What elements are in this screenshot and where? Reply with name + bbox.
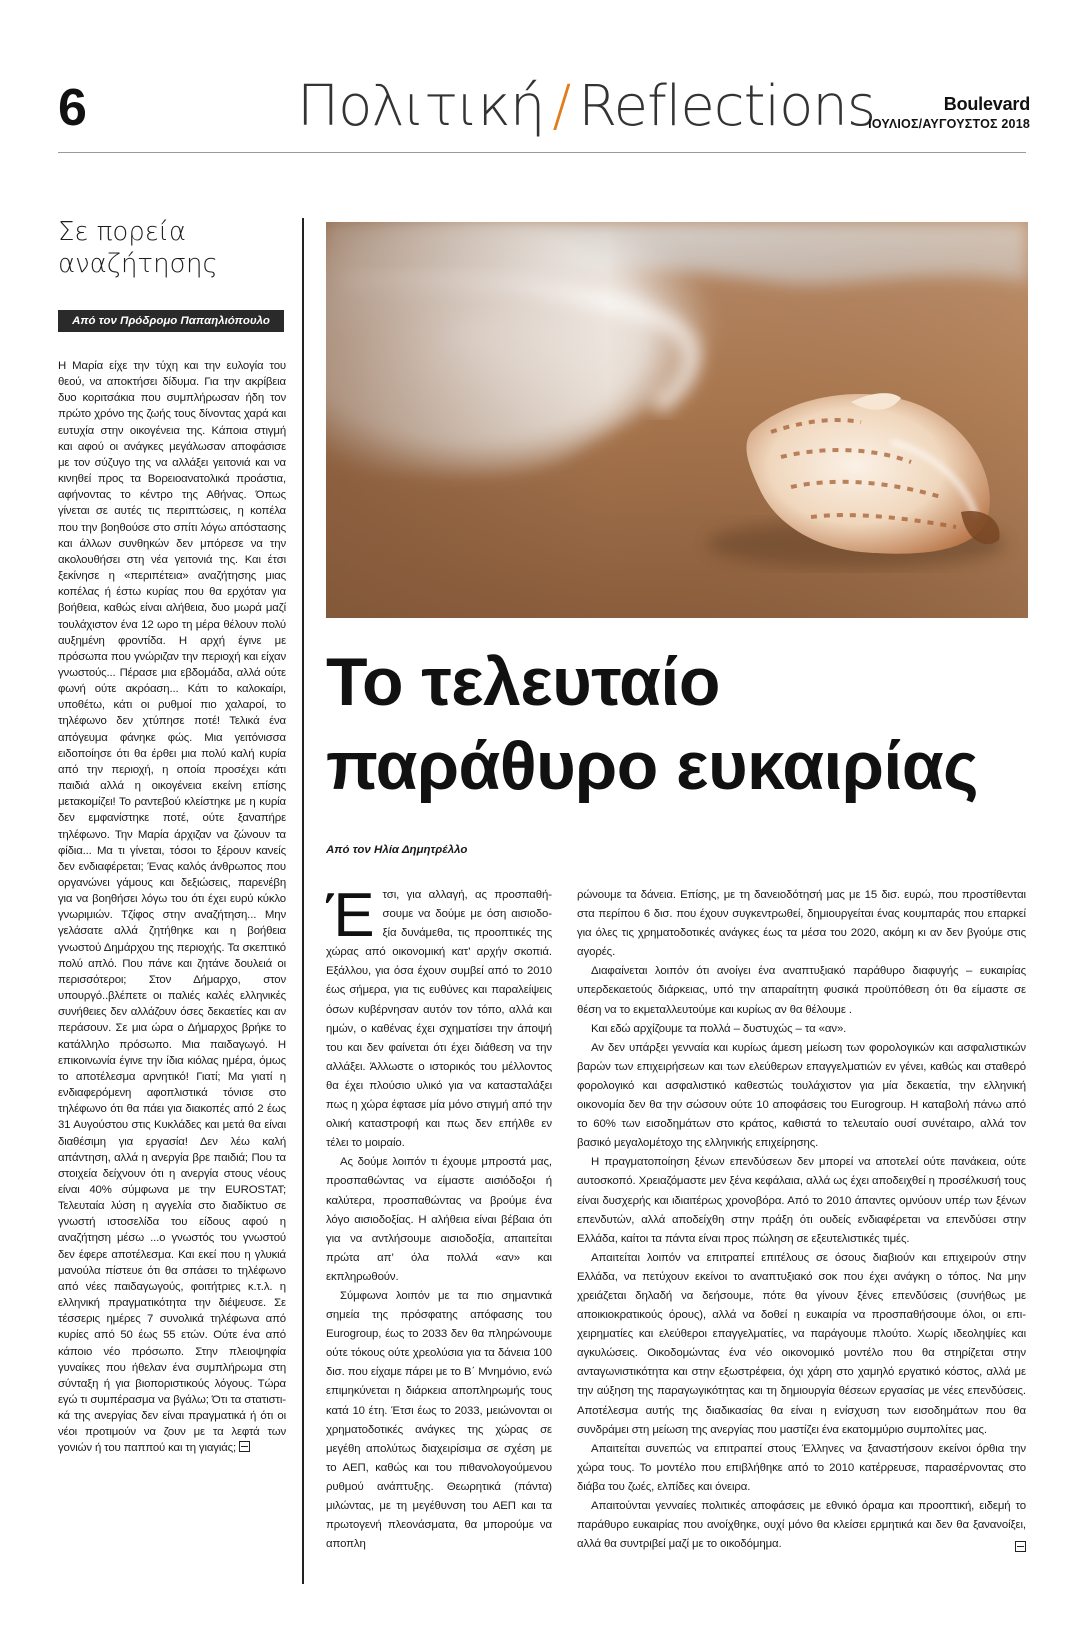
section-title-greek: Πολιτική bbox=[297, 74, 545, 139]
sidebar-byline: Από τον Πρόδρομο Παπαηλιόπουλο bbox=[58, 310, 284, 332]
drop-cap: Έ bbox=[326, 886, 375, 950]
publication-name: Boulevard bbox=[943, 94, 1030, 114]
article-byline: Από τον Ηλία Δημητρέλλο bbox=[326, 844, 468, 856]
article-headline bbox=[326, 640, 1026, 808]
article-paragraph: Η πραγματοποίηση ξένων επενδύσεων δεν μπορεί να αποτελεί ούτε πανάκεια, ούτε αυτοσκοπό. Χρειαζόμαστε μεν ξένα κεφάλαια, αλλά ως έχει αποδειχθεί η προσέλκυσή τους είναι δυσχερής και ιδιαιτέρως χρονοβόρα. Από το 2010 άπαντες ομνύουν υπέρ των ξένων επενδυτών, αλλά αποδείχθη στην πράξη ότι ουδείς ενδιαφέρεται να επενδύσει στην Ελλάδα, καίτοι τα πάντα είναι προς πώληση σε εξευτελιστικές τιμές. bbox=[577, 1156, 1026, 1245]
sidebar-article-text: Η Μαρία είχε την τύχη και την ευλογία του θεού, να αποκτήσει δίδυμα. Για την ακρίβεια δυο κοριτσάκια που συμπλήρωσαν ήδη τον πρώτο χρόνο της ζωής τους δίνοντας χαρά και ευτυχία στην οικογένεια της. Κάποια στιγμή και αφού οι ανάγκες μεγάλωσαν αποφάσισε με τον σύζυγο της να αλλάξει γειτονιά και να κινηθεί προς τα Βορειοανατολικά προάστια, αφήνοντας το κέντρο της Αθήνας. Όπως γίνεται σε αυτές τις περιπτώσεις, η κοπέλα που την βοηθούσε στο σπίτι λόγω απόστασης και άλλων συνθηκών δεν μπόρεσε να την ακολουθήσει στη νέα γειτονιά της. Και έτσι ξεκίνησε η «περιπέτεια» αναζήτησης μιας κοπέλας ή έστω κυρίας που θα ερχόταν για βοήθεια, καθώς είναι αλήθεια, δυο μωρά μαζί τουλάχιστον ένα 12 ωρο τη μέρα θέλουν πολύ αυξημένη φροντίδα. Η αρχή έγινε με πρόσωπα που γνώριζαν την περιοχή και είχαν γνωστούς... Πέρασε μια εβδομάδα, αλλά ούτε φωνή ούτε ακρόαση... Κάτι το καλοκαίρι, υποθέτω, κάτι οι ρυθμοί πιο χαλαροί, το τηλέφωνο δεν χτύπησε ποτέ! Τελικά ένα απόγευμα φάνηκε φώς. Μια γειτόνισσα ειδοποίησε ότι θα έρθει μια πολύ καλή κυρία από την περιοχή, η οποία προσέχει κάτι παιδιά αλλά η οικογένεια εκείνη επίσης μετακομίζει! Το ραντεβού κλείστηκε με η κυρία δεν εμφανίστηκε ποτέ, ούτε ξαναπήρε τηλέφωνο. Την Μαρία άρχιζαν να ζώνουν τα φίδια... Μα τι γίνεται, τόσοι το ξέρουν κανείς δεν ενδιαφέρεται; Ένας καλός άνθρωπος που οργανώνει γάμους και δεξιώσεις, παρενέβη για να βοηθήσει λόγω του ότι έχει ευρύ κύκλο γνωριμιών. Τζίφος στην αναζήτηση... Μην γελάσατε αλλά ζητήθηκε και η βοήθεια γνωστού Δημάρχου της περιοχής. Τα σκεπτικό πολύ απλό. Που πάνε και ζητάνε δουλειά οι περισσότεροι; Στον Δήμαρχο, στον υπουργό..βλέπετε οι παλιές καλές ελληνικές συνήθειες δεν αλλάζουν όσες δεκαετίες και αν περάσουν. Σε μια ώρα ο Δήμαρχος βρήκε το κατάλληλο πρόσωπο. Μια παιδαγωγό. Η επικοινωνία έγινε την ίδια κιόλας ημέρα, όμως το αποτέλεσμα αρνητικό! Γιατί; Μα γιατί η ενδιαφερόμενη αφοπλιστικά τόνισε στο τηλέφωνο ότι θα πάει για διακοπές από 2 έως 31 Αυγούστου στις Κυκλάδες και μετά θα είναι διαθέσιμη για εργασία! Δεν λέω καλή απάντηση, αλλά η ανεργία βρε παιδιά; Που τα στοιχεία δείχνουν ότι η ανεργία στους νέους είναι 40% σύμφωνα με την EUROSTAT; Τελευταία λύση η αγγελία στο διαδίκτυο σε γνωστή ιστοσελίδα του είδους αφού η αναζήτηση μέσω ...ο γνωστός του γνωστού δεν έφερε αποτέλεσμα. Και εκεί που η γλυκιά μανούλα πίστευε ότι θα σπάσει το τηλέφωνο από νέες παιδαγωγούς, φοιτήτριες κ.τ.λ. η ελληνική πραγματικότητα την διέψευσε. Σε τέσσερις ημέρες 7 συνολικά τηλέφωνα από κυρίες από 50 έως 55 ετών. Ούτε ένα από κάποιο νέο πρόσωπο. Στην πλειοψηφία γυναίκες που ήθελαν ένα συμπλήρωμα στη σύνταξη ή για βιοποριστικούς λόγους. Τώρα εγώ τι συμπέρασμα να βγάλω; Ότι τα στατιστικά της ανεργίας δεν είναι πραγματικά ή ότι οι νέοι προτιμούν να ζουν με τα λεφτά των γονιών ή του παππού και τη γιαγιάς; bbox=[58, 360, 286, 1455]
article-paragraph bbox=[577, 1497, 1026, 1554]
sidebar-title: Σε πορεία αναζήτησης bbox=[58, 217, 218, 279]
hero-photo-seashell-on-beach bbox=[326, 222, 1028, 618]
end-of-article-icon bbox=[1015, 1541, 1026, 1552]
article-paragraph bbox=[326, 886, 552, 1153]
article-paragraph: Απαιτείται συνεπώς να επιτραπεί στους Έλληνες να ξαναστήσουν εκείνοι όρθια την χώρα τους. Το μοντέλο που επιβλήθηκε από το 2010 κατέρρευσε, παρασέρνοντας στο διάβα του ζωές, ελπίδες και όνειρα. bbox=[577, 1442, 1026, 1493]
article-paragraph: Διαφαίνεται λοιπόν ότι ανοίγει ένα αναπτυξιακό παράθυρο διαφυγής – ευκαιρίας υπερδεκαετούς διάρκειας, υπό την απαραίτητη φυσικά προϋπόθεση ότι θα είμαστε σε θέση να το εκμεταλλευτούμε και κυρίως αν θα θέλουμε . bbox=[577, 965, 1026, 1016]
article-paragraph: ρώνουμε τα δάνεια. Επίσης, με τη δανειοδότησή μας με 15 δισ. ευρώ, που προστίθενται στα περίπου 6 δισ. που έχουν συγκεντρωθεί, δημιουργείται ένας κουμπαράς που επαρκεί για όλες τις χρηματοδοτικές ανάγκες έως τα μέσα του 2020, ακόμη κι αν δεν βγούμε στις αγορές. bbox=[577, 889, 1026, 959]
article-paragraph-text: τσι, για αλλαγή, ας προσπαθήσουμε να δούμε με όση αισιοδοξία δυνάμεθα, τις προοπτικές της χώρας από οικονομική κατ’ αρχήν σκοπιά. Εξάλλου, για όσα έχουν συμβεί από το 2010 έως σήμερα, για τις ευθύνες και παραλείψεις όσων κυβέρνησαν αυτόν τον τόπο, αλλά και ημών, ο καθένας έχει σχηματίσει την άποψή του και δεν φαίνεται ότι έχει διάθεση να την αλλάξει. Άλλωστε ο ιστορικός του μέλλοντος θα έχει πλούσιο υλικό για να κατασταλάξει πως η χώρα έφτασε μία μόνο στιγμή από την ολική καταστροφή και πως δεν επήλθε εν τέλει το μοιραίο. bbox=[326, 889, 552, 1150]
article-paragraph: Απαιτείται λοιπόν να επιτραπεί επιτέλους σε όσους διαβιούν και επιχειρούν στην Ελλάδα, να πετύχουν εκείνοι το αναπτυξιακό σοκ που έχει ανάγκη ο τόπος. Να μην χρειάζεται δηλαδή να δεήσουμε, πότε θα γίνουν ξένες επενδύσεις (συνήθως με αποικιοκρατικούς όρους), αλλά να δοθεί η ευκαιρία να προσπαθήσουμε όλοι, οι επιχειρηματίες και ελεύθεροι επαγγελματίες, να παράγουμε πλούτο. Χωρίς ιδεοληψίες και αγκυλώσεις. Οικοδομώντας ένα νέο οικονομικό μοντέλο που θα στηρίζεται στην ανταγωνιστικότητα και στην εξωστρέφεια, όχι χάρη στο χαμηλό εργατικό κόστος, αλλά με την αύξηση της παραγωγικότητας και τη δημιουργία θέσεων εργασίας με νέες επενδύσεις. Αποτέλεσμα αυτής της διαδικασίας θα είναι η ενίσχυση των εισοδημάτων που θα συνδράμει στη μείωση της ανεργίας που μαστίζει ένα εκατομμύριο συμπολίτες μας. bbox=[577, 1251, 1026, 1436]
section-title-separator: / bbox=[552, 74, 571, 139]
article-paragraph: Αν δεν υπάρξει γενναία και κυρίως άμεση μείωση των φορολογικών και ασφαλιστικών βαρών των επιχειρήσεων και των ελεύθερων επαγγελματιών εν γένει, καθώς και σταθερό φορολογικό και ασφαλιστικό καθεστώς τουλάχιστον για μία δεκαετία, την ελληνική οικονομία δεν θα την σώσουν ούτε 10 αποφάσεις του Eurogroup. Η καταβολή πάνω από το 60% των εισοδημάτων στο κράτος, καθιστά το τελευταίο ουσί συνέταιρο, αλλά τον βασικό μεγαλομέτοχο της ελληνικής επιχείρησης. bbox=[577, 1041, 1026, 1150]
header-divider bbox=[58, 152, 1026, 153]
article-paragraph-text: Απαιτούνται γενναίες πολιτικές αποφάσεις με εθνικό όραμα και προοπτική, ειδεμή το παράθυρο ευκαιρίας που ανοίχθηκε, ουχί μόνο θα κλείσει ερμητικά και δεν θα ξανανοίξει, αλλά θα συντριβεί μαζί με το οικοδόμημα. bbox=[577, 1500, 1026, 1551]
article-column-1 bbox=[326, 886, 552, 1586]
section-title-english: Reflections bbox=[578, 74, 876, 139]
section-title bbox=[297, 72, 875, 142]
headline-line-1: Το τελευταίο bbox=[326, 644, 720, 720]
page-number: 6 bbox=[58, 79, 87, 137]
article-paragraph: Σύμφωνα λοιπόν με τα πιο σημαντικά σημεία της πρόσφατης απόφασης του Eurogroup, έως το 2033 δεν θα πληρώνουμε ούτε τόκους ούτε χρεολύσια για τα δάνεια 100 δισ. που είχαμε πάρει με το Β΄ Μνημόνιο, ενώ επιμηκύνεται η διάρκεια αποπληρωμής τους κατά 10 έτη. Έτσι έως το 2033, μειώνονται οι χρηματοδοτικές ανάγκες της χώρας σε μεγέθη απολύτως διαχειρίσιμα σε σχέση με το ΑΕΠ, καθώς και του πιθανολογούμενου ρυθμού ανάπτυξης. Θεωρητικά (πάντα) μιλώντας, με τη μεγέθυνση του ΑΕΠ και τα πρωτογενή πλεονάσματα, θα μπορούμε να αποπλη bbox=[326, 1289, 552, 1551]
article-paragraph: Και εδώ αρχίζουμε τα πολλά – δυστυχώς – τα «αν». bbox=[591, 1022, 847, 1035]
issue-date: ΙΟΥΛΙΟΣ/ΑΥΓΟΥΣΤΟΣ 2018 bbox=[868, 117, 1030, 131]
end-of-article-icon bbox=[239, 1441, 250, 1452]
sidebar-article-body bbox=[58, 358, 286, 1584]
column-divider bbox=[302, 218, 304, 1584]
article-column-2 bbox=[577, 886, 1026, 1586]
headline-line-2: παράθυρο ευκαιρίας bbox=[326, 728, 979, 804]
article-paragraph: Ας δούμε λοιπόν τι έχουμε μπροστά μας, προσπαθώντας να είμαστε αισιόδοξοι ή καλύτερα, προσπαθώντας να βρούμε ένα λόγο αισιοδοξίας. Η αλήθεια είναι βέβαια ότι για να αντλήσουμε αισιοδοξία, απαιτείται πρώτα απ’ όλα πολλά «αν» και εκπληρωθούν. bbox=[326, 1156, 552, 1283]
